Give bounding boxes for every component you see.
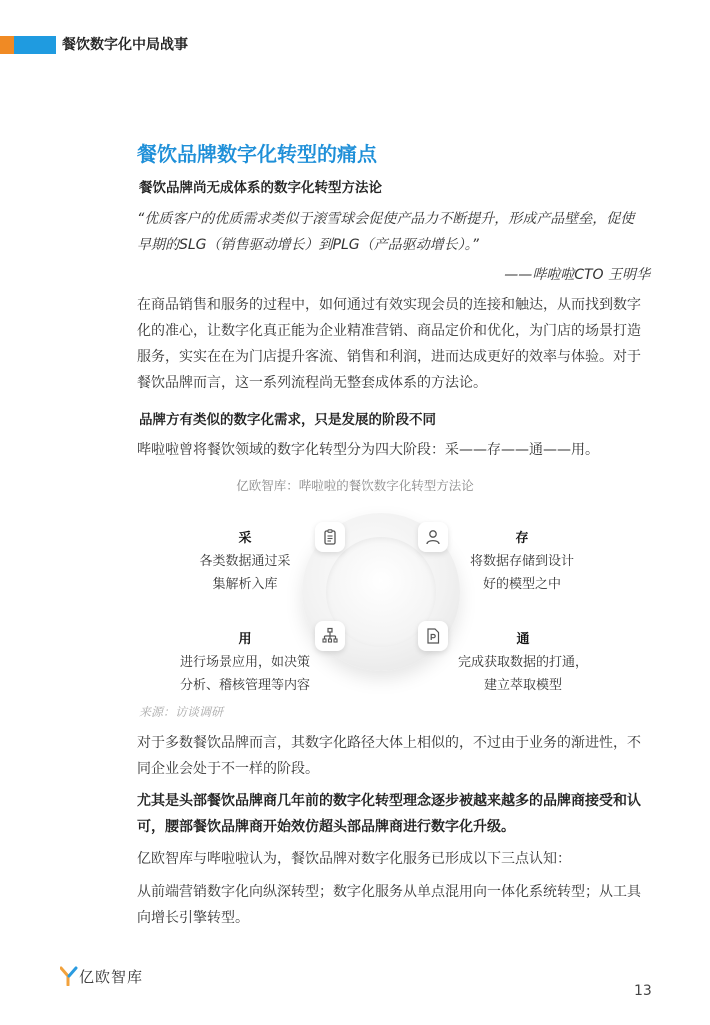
user-icon (418, 522, 448, 552)
paragraph-3: 对于多数餐饮品牌而言，其数字化路径大体上相似的，不过由于业务的渐进性，不同企业会处于不一样的阶段。 (137, 735, 641, 777)
paragraph-4-highlight: 尤其是头部餐饮品牌商几年前的数字化转型理念逐步被越来越多的品牌商接受和认可，腰部餐饮品牌商开始效仿超头部品牌商进行数字化升级。 (137, 793, 641, 835)
stage-cun-title: 存 (515, 531, 529, 546)
paragraph-5: 亿欧智库与哔啦啦认为，餐饮品牌对数字化服务已形成以下三点认知： (137, 851, 571, 867)
stage-cai-line2: 集解析入库 (212, 577, 278, 592)
stage-yong (166, 628, 324, 697)
stage-tong-line1: 完成获取数据的打通， (457, 655, 588, 670)
yiou-logo-icon (60, 966, 78, 990)
paragraph-6: 从前端营销数字化向纵深转型；数字化服务从单点混用向一体化系统转型；从工具向增长引擎转型。 (137, 884, 641, 926)
paragraph-1: 在商品销售和服务的过程中，如何通过有效实现会员的连接和触达，从而找到数字化的准心，让数字化真正能为企业精准营销、商品定价和优化，为门店的场景打造服务，实实在在为门店提升客流、销售和利润，进而达成更好的效率与体验。对于餐饮品牌而言，这一系列流程尚无整套成体系的方法论。 (137, 297, 641, 391)
clipboard-icon (315, 522, 345, 552)
stage-cun-line2: 好的模型之中 (482, 577, 561, 592)
stage-cai-title: 采 (238, 531, 252, 546)
subheading-stages: 品牌方有类似的数字化需求，只是发展的阶段不同 (139, 412, 436, 428)
header-title: 餐饮数字化中局战事 (62, 37, 188, 53)
figure-caption: 亿欧智库：哔啦啦的餐饮数字化转型方法论 (236, 478, 474, 493)
page-number: 13 (634, 983, 652, 999)
quote-attribution: ——哔啦啦CTO 王明华 (504, 267, 650, 283)
stage-tong-line2: 建立萃取模型 (483, 678, 562, 693)
section-title: 餐饮品牌数字化转型的痛点 (137, 142, 377, 166)
logo-text: 亿欧智库 (79, 968, 144, 986)
stage-cai-line1: 各类数据通过采 (199, 554, 291, 569)
stage-tong-title: 通 (516, 632, 530, 647)
stage-tong (452, 628, 594, 697)
stage-yong-title: 用 (238, 632, 252, 647)
quote: “优质客户的优质需求类似于滚雪球会促使产品力不断提升，形成产品壁垒，促使早期的SLG（销售驱动增长）到PLG（产品驱动增长）。” (137, 211, 635, 253)
stage-yong-line1: 进行场景应用，如决策 (179, 655, 310, 670)
stage-cun (460, 527, 584, 596)
subheading-methodology: 餐饮品牌尚无成体系的数字化转型方法论 (139, 180, 382, 196)
header-accent-blue (14, 36, 56, 54)
header-accent-orange (0, 36, 14, 54)
figure-source: 来源：访谈调研 (139, 705, 224, 719)
stage-yong-line2: 分析、稽核管理等内容 (179, 678, 310, 693)
stage-cai (183, 527, 307, 596)
stage-cun-line1: 将数据存储到设计 (469, 554, 574, 569)
paragraph-2: 哔啦啦曾将餐饮领域的数字化转型分为四大阶段：采——存——通——用。 (137, 442, 599, 458)
document-p-icon (418, 621, 448, 651)
